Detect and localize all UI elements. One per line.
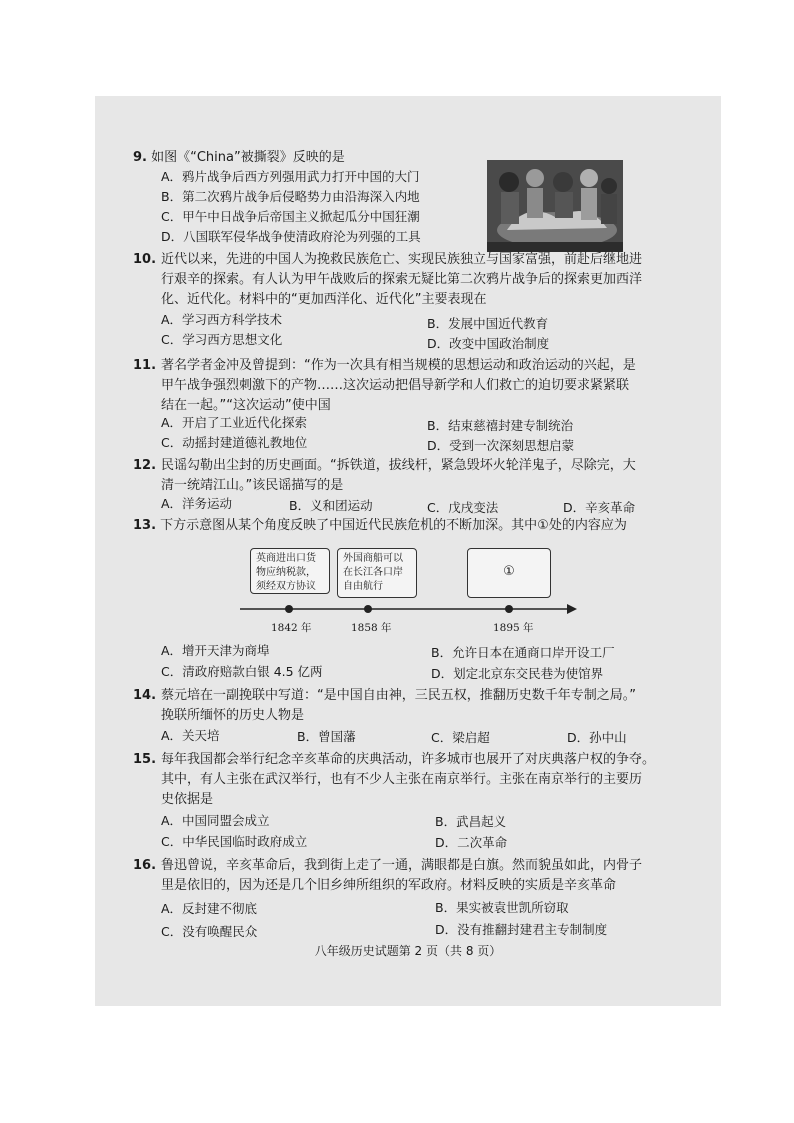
- q14-stem-line-2: 挽联所缅怀的历史人物是: [161, 708, 305, 723]
- q10-option-c: C．学习西方思想文化: [161, 332, 283, 347]
- q11-stem-line-1: 著名学者金冲及曾提到：“作为一次具有相当规模的思想运动和政治运动的兴起，是: [161, 358, 636, 373]
- box-line: 物应纳税款，: [256, 567, 316, 578]
- q11-stem-line-3: 结在一起。”“这次运动”使中国: [161, 398, 331, 413]
- year-label-1842: 1842 年: [271, 622, 312, 634]
- question-number: 14.: [133, 688, 157, 703]
- q15-stem-line-3: 史依据是: [161, 792, 214, 807]
- q13-option-a: A．增开天津为商埠: [161, 643, 270, 658]
- q14-option-c: C．梁启超: [431, 730, 490, 745]
- box-line: 在长江各口岸: [343, 567, 403, 578]
- box-line: 英商进出口货: [256, 553, 316, 564]
- question-stem: 下方示意图从某个角度反映了中国近代民族危机的不断加深。其中①处的内容应为: [160, 518, 627, 533]
- q11-option-d: D．受到一次深刻思想启蒙: [427, 438, 575, 453]
- q10-stem-line-1: 近代以来，先进的中国人为挽救民族危亡、实现民族独立与国家富强，前赴后继地进: [161, 252, 643, 267]
- q16-option-a: A．反封建不彻底: [161, 901, 258, 916]
- china-torn-cartoon: [487, 160, 623, 252]
- question-11: [133, 356, 156, 376]
- exam-page: [95, 96, 721, 1006]
- q15-option-c: C．中华民国临时政府成立: [161, 834, 308, 849]
- q14-option-d: D．孙中山: [567, 730, 627, 745]
- q12-option-b: B．义和团运动: [289, 498, 373, 513]
- q12-stem-line-2: 清一统靖江山。”该民谣描写的是: [161, 478, 344, 493]
- q13-option-b: B．允许日本在通商口岸开设工厂: [431, 645, 615, 660]
- q11-option-b: B．结束慈禧封建专制统治: [427, 418, 574, 433]
- question-10: [133, 250, 156, 270]
- question-number: 12.: [133, 458, 157, 473]
- timeline-box-1842: [250, 548, 330, 594]
- q11-option-a: A．开启了工业近代化探索: [161, 415, 308, 430]
- q10-option-a: A．学习西方科学技术: [161, 312, 283, 327]
- q12-option-a: A．洋务运动: [161, 496, 233, 511]
- q9-option-a: A．鸦片战争后西方列强用武力打开中国的大门: [161, 169, 420, 184]
- q14-stem-line-1: 蔡元培在一副挽联中写道：“是中国自由神，三民五权，推翻历史数千年专制之局。”: [161, 688, 636, 703]
- question-15: [133, 750, 156, 770]
- q11-option-c: C．动摇封建道德礼教地位: [161, 435, 308, 450]
- year-label-1858: 1858 年: [351, 622, 392, 634]
- q15-option-d: D．二次革命: [435, 835, 508, 850]
- q16-option-b: B．果实被袁世凯所窃取: [435, 900, 569, 915]
- q16-stem-line-2: 里是依旧的，因为还是几个旧乡绅所组织的军政府。材料反映的实质是辛亥革命: [161, 878, 617, 893]
- question-number: 10.: [133, 252, 157, 267]
- timeline-axis: [235, 598, 580, 620]
- timeline-box-1895: ①: [467, 548, 551, 598]
- q12-option-c: C．戊戌变法: [427, 500, 499, 515]
- q9-option-c: C．甲午中日战争后帝国主义掀起瓜分中国狂潮: [161, 209, 420, 224]
- q14-option-b: B．曾国藩: [297, 729, 356, 744]
- box-line: 须经双方协议: [256, 581, 316, 592]
- box-line: 外国商船可以: [343, 553, 403, 564]
- box-line: 自由航行: [343, 581, 383, 592]
- q13-option-c: C．清政府赔款白银 4.5 亿两: [161, 664, 323, 679]
- question-number: 15.: [133, 752, 157, 767]
- question-16: [133, 856, 156, 876]
- q13-option-d: D．划定北京东交民巷为使馆界: [431, 666, 604, 681]
- q10-stem-line-2: 行艰辛的探索。有人认为甲午战败后的探索无疑比第二次鸦片战争后的探索更加西洋: [161, 272, 643, 287]
- question-number: 13.: [133, 518, 157, 533]
- q16-option-c: C．没有唤醒民众: [161, 924, 258, 939]
- question-number: 9.: [133, 150, 147, 165]
- q15-option-a: A．中国同盟会成立: [161, 813, 270, 828]
- q10-option-d: D．改变中国政治制度: [427, 336, 550, 351]
- question-number: 16.: [133, 858, 157, 873]
- q10-option-b: B．发展中国近代教育: [427, 316, 549, 331]
- q15-stem-line-2: 其中，有人主张在武汉举行，也有不少人主张在南京举行。主张在南京举行的主要历: [161, 772, 643, 787]
- question-12: [133, 456, 156, 476]
- q11-stem-line-2: 甲午战争强烈刺激下的产物……这次运动把倡导新学和人们救亡的迫切要求紧紧联: [161, 378, 630, 393]
- q9-option-b: B．第二次鸦片战争后侵略势力由沿海深入内地: [161, 189, 420, 204]
- question-13: [133, 516, 713, 536]
- q16-option-d: D．没有推翻封建君主专制制度: [435, 922, 608, 937]
- page-footer: 八年级历史试题第 2 页（共 8 页）: [314, 944, 502, 958]
- timeline-box-1858: [337, 548, 417, 598]
- question-14: [133, 686, 156, 706]
- q10-stem-line-3: 化、近代化。材料中的“更加西洋化、近代化”主要表现在: [161, 292, 487, 307]
- year-label-1895: 1895 年: [493, 622, 534, 634]
- question-number: 11.: [133, 358, 157, 373]
- q15-option-b: B．武昌起义: [435, 814, 507, 829]
- q9-option-d: D．八国联军侵华战争使清政府沦为列强的工具: [161, 229, 421, 244]
- q12-option-d: D．辛亥革命: [563, 500, 636, 515]
- q14-option-a: A．关天培: [161, 728, 220, 743]
- question-stem: 如图《“China”被撕裂》反映的是: [151, 150, 345, 165]
- q16-stem-line-1: 鲁迅曾说，辛亥革命后，我到街上走了一通，满眼都是白旗。然而貌虽如此，内骨子: [161, 858, 643, 873]
- q15-stem-line-1: 每年我国都会举行纪念辛亥革命的庆典活动，许多城市也展开了对庆典落户权的争夺。: [161, 752, 656, 767]
- q12-stem-line-1: 民谣勾勒出尘封的历史画面。“拆铁道，拔线杆，紧急毁坏火轮洋鬼子，尽除完，大: [161, 458, 636, 473]
